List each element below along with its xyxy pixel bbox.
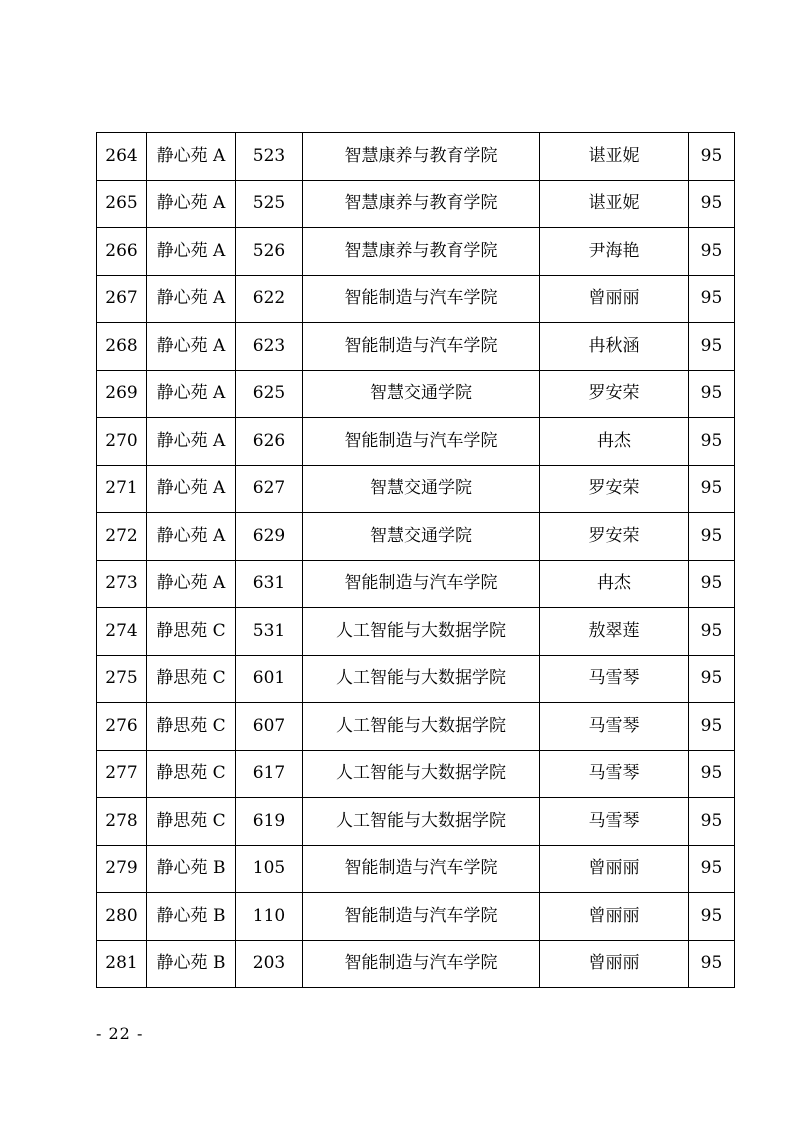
responsible-person-cell: 敖翠莲 [540,608,689,656]
table-row [97,465,735,513]
college-cell: 智慧康养与教育学院 [303,180,540,228]
row-number-cell: 278 [97,798,147,846]
college-cell: 智能制造与汽车学院 [303,940,540,988]
responsible-person-cell: 冉杰 [540,418,689,466]
room-number-cell: 617 [236,750,303,798]
table-row [97,893,735,941]
room-number-cell: 523 [236,133,303,181]
college-cell: 人工智能与大数据学院 [303,703,540,751]
score-cell: 95 [689,608,735,656]
building-cell: 静心苑 B [147,845,236,893]
room-number-cell: 627 [236,465,303,513]
room-number-cell: 525 [236,180,303,228]
room-number-cell: 607 [236,703,303,751]
score-cell: 95 [689,893,735,941]
responsible-person-cell: 罗安荣 [540,513,689,561]
score-cell: 95 [689,418,735,466]
responsible-person-cell: 谌亚妮 [540,133,689,181]
row-number-cell: 266 [97,228,147,276]
responsible-person-cell: 谌亚妮 [540,180,689,228]
row-number-cell: 267 [97,275,147,323]
building-cell: 静心苑 A [147,418,236,466]
row-number-cell: 269 [97,370,147,418]
room-number-cell: 531 [236,608,303,656]
college-cell: 智能制造与汽车学院 [303,893,540,941]
row-number-cell: 272 [97,513,147,561]
row-number-cell: 273 [97,560,147,608]
responsible-person-cell: 马雪琴 [540,750,689,798]
row-number-cell: 270 [97,418,147,466]
table-row [97,323,735,371]
building-cell: 静心苑 A [147,513,236,561]
score-cell: 95 [689,275,735,323]
table-row [97,940,735,988]
room-number-cell: 526 [236,228,303,276]
building-cell: 静心苑 A [147,180,236,228]
table-row [97,703,735,751]
building-cell: 静心苑 A [147,275,236,323]
responsible-person-cell: 曾丽丽 [540,845,689,893]
building-cell: 静思苑 C [147,655,236,703]
row-number-cell: 275 [97,655,147,703]
college-cell: 智慧交通学院 [303,513,540,561]
score-cell: 95 [689,133,735,181]
building-cell: 静心苑 A [147,323,236,371]
college-cell: 智慧康养与教育学院 [303,228,540,276]
table-row [97,228,735,276]
score-cell: 95 [689,180,735,228]
table-row [97,275,735,323]
score-cell: 95 [689,845,735,893]
row-number-cell: 274 [97,608,147,656]
score-cell: 95 [689,560,735,608]
room-number-cell: 629 [236,513,303,561]
responsible-person-cell: 罗安荣 [540,465,689,513]
college-cell: 人工智能与大数据学院 [303,608,540,656]
responsible-person-cell: 罗安荣 [540,370,689,418]
room-number-cell: 625 [236,370,303,418]
college-cell: 人工智能与大数据学院 [303,798,540,846]
building-cell: 静心苑 B [147,940,236,988]
responsible-person-cell: 马雪琴 [540,703,689,751]
score-cell: 95 [689,940,735,988]
responsible-person-cell: 冉杰 [540,560,689,608]
table-row [97,845,735,893]
score-cell: 95 [689,655,735,703]
responsible-person-cell: 曾丽丽 [540,893,689,941]
college-cell: 智能制造与汽车学院 [303,560,540,608]
table-row [97,608,735,656]
room-number-cell: 626 [236,418,303,466]
college-cell: 人工智能与大数据学院 [303,750,540,798]
dormitory-score-table [96,132,735,988]
score-cell: 95 [689,228,735,276]
score-cell: 95 [689,465,735,513]
dormitory-score-table-container [96,132,734,988]
college-cell: 智慧康养与教育学院 [303,133,540,181]
college-cell: 智慧交通学院 [303,465,540,513]
responsible-person-cell: 曾丽丽 [540,940,689,988]
responsible-person-cell: 尹海艳 [540,228,689,276]
responsible-person-cell: 冉秋涵 [540,323,689,371]
room-number-cell: 622 [236,275,303,323]
college-cell: 智能制造与汽车学院 [303,275,540,323]
college-cell: 智能制造与汽车学院 [303,845,540,893]
responsible-person-cell: 马雪琴 [540,655,689,703]
building-cell: 静思苑 C [147,703,236,751]
table-row [97,560,735,608]
row-number-cell: 268 [97,323,147,371]
row-number-cell: 280 [97,893,147,941]
college-cell: 智能制造与汽车学院 [303,323,540,371]
row-number-cell: 277 [97,750,147,798]
score-cell: 95 [689,798,735,846]
table-row [97,180,735,228]
table-row [97,655,735,703]
responsible-person-cell: 马雪琴 [540,798,689,846]
room-number-cell: 203 [236,940,303,988]
responsible-person-cell: 曾丽丽 [540,275,689,323]
college-cell: 人工智能与大数据学院 [303,655,540,703]
college-cell: 智能制造与汽车学院 [303,418,540,466]
building-cell: 静心苑 A [147,370,236,418]
row-number-cell: 265 [97,180,147,228]
row-number-cell: 281 [97,940,147,988]
college-cell: 智慧交通学院 [303,370,540,418]
building-cell: 静心苑 A [147,560,236,608]
room-number-cell: 619 [236,798,303,846]
building-cell: 静思苑 C [147,798,236,846]
building-cell: 静思苑 C [147,608,236,656]
score-cell: 95 [689,323,735,371]
row-number-cell: 264 [97,133,147,181]
room-number-cell: 623 [236,323,303,371]
table-row [97,750,735,798]
building-cell: 静思苑 C [147,750,236,798]
row-number-cell: 271 [97,465,147,513]
table-body [97,133,735,988]
table-row [97,133,735,181]
table-row [97,513,735,561]
table-row [97,418,735,466]
building-cell: 静心苑 A [147,133,236,181]
building-cell: 静心苑 B [147,893,236,941]
table-row [97,370,735,418]
building-cell: 静心苑 A [147,465,236,513]
room-number-cell: 601 [236,655,303,703]
row-number-cell: 276 [97,703,147,751]
score-cell: 95 [689,513,735,561]
score-cell: 95 [689,750,735,798]
table-row [97,798,735,846]
score-cell: 95 [689,703,735,751]
row-number-cell: 279 [97,845,147,893]
room-number-cell: 631 [236,560,303,608]
room-number-cell: 110 [236,893,303,941]
score-cell: 95 [689,370,735,418]
page-number: - 22 - [96,1024,144,1043]
room-number-cell: 105 [236,845,303,893]
building-cell: 静心苑 A [147,228,236,276]
